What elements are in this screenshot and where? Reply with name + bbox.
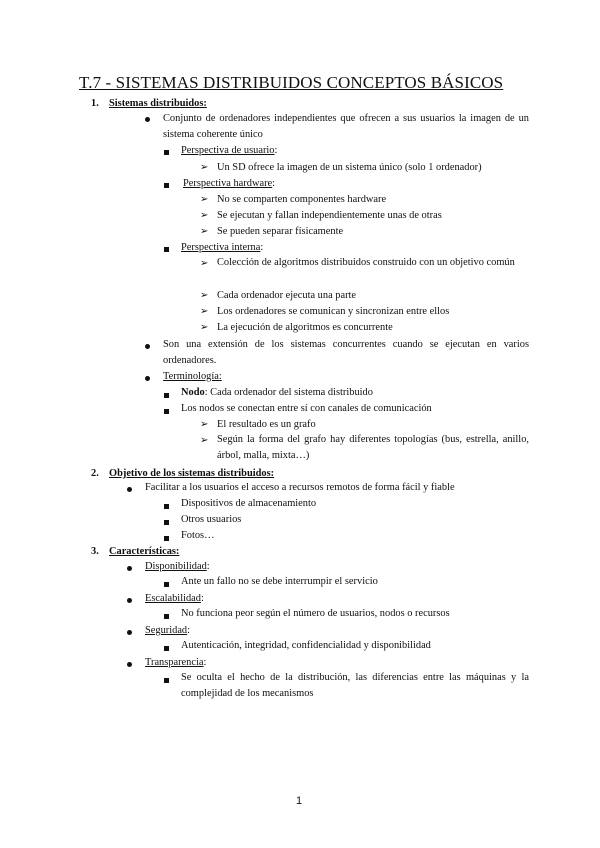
arrow-icon: ➢ bbox=[200, 194, 209, 205]
interna-item-2: Cada ordenador ejecuta una parte bbox=[217, 290, 357, 301]
disponibilidad: Disponibilidad: bbox=[145, 561, 210, 572]
escalabilidad: Escalabilidad: bbox=[145, 593, 204, 604]
arrow-icon: ➢ bbox=[200, 162, 209, 173]
bullet-dot bbox=[145, 117, 150, 122]
hardware-item-1: No se comparten componentes hardware bbox=[217, 194, 387, 205]
bullet-square bbox=[164, 393, 169, 398]
arrow-icon: ➢ bbox=[200, 306, 209, 317]
page-number: 1 bbox=[296, 795, 303, 807]
transparencia: Transparencia: bbox=[145, 657, 207, 668]
bullet-dot bbox=[127, 662, 132, 667]
objetivo-item-2: Otros usuarios bbox=[181, 514, 242, 525]
bullet-square bbox=[164, 536, 169, 541]
section-3-number: 3. bbox=[91, 546, 99, 557]
bullet-dot bbox=[127, 630, 132, 635]
objetivo-item-1: Dispositivos de almacenamiento bbox=[181, 498, 317, 509]
definition-text: Conjunto de ordenadores independientes que ofrecen a sus usuarios la imagen de un sistema coherente único bbox=[163, 113, 529, 140]
extension-text: Son una extensión de los sistemas concurrentes cuando se ejecutan en varios ordenadores. bbox=[163, 339, 529, 366]
bullet-dot bbox=[145, 344, 150, 349]
disponibilidad-item: Ante un fallo no se debe interrumpir el servicio bbox=[181, 576, 378, 587]
bullet-dot bbox=[127, 487, 132, 492]
interna-item-1: Colección de algoritmos distribuidos construido con un objetivo común bbox=[217, 257, 515, 268]
perspectiva-hardware-label: Perspectiva hardware bbox=[183, 178, 273, 189]
bullet-square bbox=[164, 150, 169, 155]
interna-item-3: Los ordenadores se comunican y sincronizan entre ellos bbox=[217, 306, 450, 317]
perspectiva-usuario-label: Perspectiva de usuario bbox=[181, 145, 275, 156]
topologias-item: Según la forma del grafo hay diferentes topologías (bus, estrella, anillo, árbol, malla, mixta…) bbox=[217, 434, 529, 461]
bullet-square bbox=[164, 646, 169, 651]
nodo-term: Nodo bbox=[181, 387, 205, 398]
arrow-icon: ➢ bbox=[200, 435, 209, 446]
seguridad-label: Seguridad bbox=[145, 625, 188, 636]
bullet-square bbox=[164, 614, 169, 619]
perspectiva-hardware: Perspectiva hardware: bbox=[183, 178, 276, 189]
bullet-square bbox=[164, 678, 169, 683]
perspectiva-interna: Perspectiva interna: bbox=[181, 242, 264, 253]
arrow-icon: ➢ bbox=[200, 322, 209, 333]
arrow-icon: ➢ bbox=[200, 419, 209, 430]
arrow-icon: ➢ bbox=[200, 258, 209, 269]
hardware-item-2: Se ejecutan y fallan independientemente unas de otras bbox=[217, 210, 442, 221]
arrow-icon: ➢ bbox=[200, 226, 209, 237]
seguridad: Seguridad: bbox=[145, 625, 191, 636]
section-3-heading: Características: bbox=[109, 546, 180, 557]
document-title: T.7 - SISTEMAS DISTRIBUIDOS CONCEPTOS BÁSICOS bbox=[79, 73, 504, 92]
bullet-square bbox=[164, 504, 169, 509]
section-1-heading: Sistemas distribuidos: bbox=[109, 98, 207, 109]
bullet-dot bbox=[127, 598, 132, 603]
interna-item-4: La ejecución de algoritmos es concurrente bbox=[217, 322, 393, 333]
transparencia-item: Se oculta el hecho de la distribución, las diferencias entre las máquinas y la complejidad de los mecanismos bbox=[181, 672, 529, 699]
section-2-number: 2. bbox=[91, 468, 99, 479]
escalabilidad-label: Escalabilidad bbox=[145, 593, 201, 604]
nodo-desc: : Cada ordenador del sistema distribuido bbox=[204, 387, 373, 398]
nodo-definition bbox=[181, 386, 373, 400]
bullet-square bbox=[164, 520, 169, 525]
bullet-square bbox=[164, 409, 169, 414]
bullet-square bbox=[164, 183, 169, 188]
bullet-dot bbox=[145, 376, 150, 381]
transparencia-label: Transparencia bbox=[145, 657, 204, 668]
terminologia-heading: Terminología: bbox=[163, 371, 222, 382]
section-2-heading: Objetivo de los sistemas distribuidos: bbox=[109, 468, 275, 479]
section-1-number: 1. bbox=[91, 98, 99, 109]
bullet-square bbox=[164, 582, 169, 587]
arrow-icon: ➢ bbox=[200, 290, 209, 301]
facilitar-text: Facilitar a los usuarios el acceso a recursos remotos de forma fácil y fiable bbox=[145, 482, 455, 493]
arrow-icon: ➢ bbox=[200, 210, 209, 221]
escalabilidad-item: No funciona peor según el número de usuarios, nodos o recursos bbox=[181, 608, 450, 619]
grafo-item: El resultado es un grafo bbox=[217, 419, 316, 430]
bullet-dot bbox=[127, 566, 132, 571]
usuario-item: Un SD ofrece la imagen de un sistema único (solo 1 ordenador) bbox=[217, 162, 482, 173]
hardware-item-3: Se pueden separar físicamente bbox=[217, 226, 344, 237]
seguridad-item: Autenticación, integridad, confidencialidad y disponibilidad bbox=[181, 640, 431, 651]
nodos-comunicacion: Los nodos se conectan entre sí con canales de comunicación bbox=[181, 403, 432, 414]
perspectiva-interna-label: Perspectiva interna bbox=[181, 242, 261, 253]
disponibilidad-label: Disponibilidad bbox=[145, 561, 207, 572]
bullet-square bbox=[164, 247, 169, 252]
perspectiva-usuario: Perspectiva de usuario: bbox=[181, 145, 278, 156]
objetivo-item-3: Fotos… bbox=[181, 530, 215, 541]
